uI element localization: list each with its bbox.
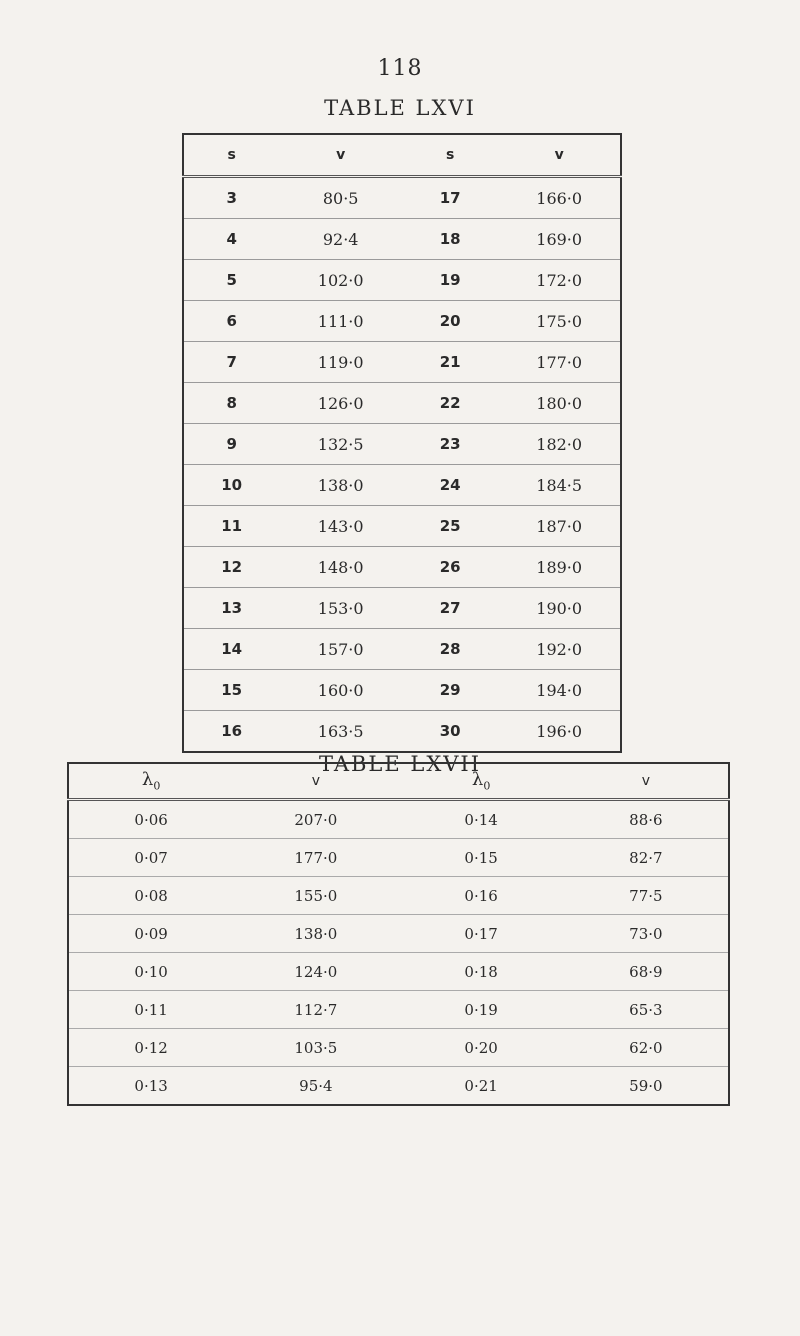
column-header: s bbox=[402, 134, 498, 177]
table-cell: 126·0 bbox=[279, 383, 402, 424]
table-cell: 0·19 bbox=[399, 991, 564, 1029]
table-cell: 132·5 bbox=[279, 424, 402, 465]
table-cell: 194·0 bbox=[498, 670, 621, 711]
table-cell: 172·0 bbox=[498, 260, 621, 301]
table-cell: 184·5 bbox=[498, 465, 621, 506]
table-cell: 124·0 bbox=[233, 953, 398, 991]
table-cell: 182·0 bbox=[498, 424, 621, 465]
table-cell: 160·0 bbox=[279, 670, 402, 711]
table-header-row bbox=[183, 134, 621, 177]
table-cell: 169·0 bbox=[498, 219, 621, 260]
table-cell: 187·0 bbox=[498, 506, 621, 547]
table-cell: 15 bbox=[183, 670, 279, 711]
table-cell: 0·16 bbox=[399, 877, 564, 915]
table-cell: 192·0 bbox=[498, 629, 621, 670]
table-cell: 92·4 bbox=[279, 219, 402, 260]
table-cell: 177·0 bbox=[498, 342, 621, 383]
column-header: v bbox=[498, 134, 621, 177]
table-row bbox=[68, 991, 729, 1029]
table-cell: 8 bbox=[183, 383, 279, 424]
table-cell: 65·3 bbox=[564, 991, 729, 1029]
table-cell: 13 bbox=[183, 588, 279, 629]
table-cell: 5 bbox=[183, 260, 279, 301]
table-row bbox=[183, 465, 621, 506]
table-cell: 29 bbox=[402, 670, 498, 711]
table-cell: 166·0 bbox=[498, 177, 621, 219]
table-cell: 27 bbox=[402, 588, 498, 629]
table-cell: 163·5 bbox=[317, 721, 364, 741]
table-cell: 3 bbox=[183, 177, 279, 219]
table-cell: 82·7 bbox=[564, 839, 729, 877]
table-cell: 196·0 bbox=[536, 721, 583, 741]
table-cell: 88·6 bbox=[564, 800, 729, 839]
table-cell: 11 bbox=[183, 506, 279, 547]
table-cell: 6 bbox=[183, 301, 279, 342]
table-cell: 24 bbox=[402, 465, 498, 506]
page-number: 118 bbox=[377, 56, 423, 81]
table-cell: 112·7 bbox=[233, 991, 398, 1029]
table-cell: 0·13 bbox=[68, 1067, 233, 1106]
table-cell: 0·17 bbox=[399, 915, 564, 953]
table-cell: 62·0 bbox=[564, 1029, 729, 1067]
table-cell: 21 bbox=[402, 342, 498, 383]
table-cell: 7 bbox=[183, 342, 279, 383]
table-cell: 0·20 bbox=[399, 1029, 564, 1067]
table-cell: 14 bbox=[183, 629, 279, 670]
column-header: $\lambda_0$ bbox=[68, 763, 233, 800]
table-row bbox=[183, 547, 621, 588]
table-cell: 0·08 bbox=[68, 877, 233, 915]
table-cell: 111·0 bbox=[279, 301, 402, 342]
column-header: $\lambda_0$ bbox=[399, 763, 564, 800]
table-row bbox=[183, 670, 621, 711]
table-row bbox=[68, 1029, 729, 1067]
table-cell: 103·5 bbox=[233, 1029, 398, 1067]
table-lxvii-title: TABLE LXVII bbox=[318, 752, 482, 776]
table-cell: 18 bbox=[402, 219, 498, 260]
table-cell: 10 bbox=[183, 465, 279, 506]
table-cell: 138·0 bbox=[233, 915, 398, 953]
table-cell: 95·4 bbox=[233, 1067, 398, 1106]
table-cell: 189·0 bbox=[498, 547, 621, 588]
table-cell: 12 bbox=[183, 547, 279, 588]
table-cell: 73·0 bbox=[564, 915, 729, 953]
table-row bbox=[183, 424, 621, 465]
table-row bbox=[183, 588, 621, 629]
table-row bbox=[68, 915, 729, 953]
table-cell: 138·0 bbox=[279, 465, 402, 506]
table-cell: 148·0 bbox=[279, 547, 402, 588]
table-cell: 16 bbox=[221, 722, 243, 740]
table-cell: 0·11 bbox=[68, 991, 233, 1029]
table-cell: 207·0 bbox=[233, 800, 398, 839]
table-row bbox=[68, 839, 729, 877]
table-lxvii bbox=[67, 762, 730, 1106]
table-cell: 20 bbox=[402, 301, 498, 342]
table-cell: 180·0 bbox=[498, 383, 621, 424]
table-cell: 28 bbox=[402, 629, 498, 670]
table-row bbox=[183, 711, 621, 753]
table-cell: 68·9 bbox=[564, 953, 729, 991]
table-cell: 9 bbox=[183, 424, 279, 465]
table-cell: 157·0 bbox=[279, 629, 402, 670]
table-header-row bbox=[68, 763, 729, 800]
table-cell: 30 bbox=[439, 722, 461, 740]
table-cell: 77·5 bbox=[564, 877, 729, 915]
table-cell: 22 bbox=[402, 383, 498, 424]
table-row bbox=[183, 383, 621, 424]
table-cell: 4 bbox=[183, 219, 279, 260]
table-row bbox=[183, 260, 621, 301]
table-cell: 102·0 bbox=[279, 260, 402, 301]
table-cell: 155·0 bbox=[233, 877, 398, 915]
table-cell: 80·5 bbox=[279, 177, 402, 219]
column-header: v bbox=[233, 763, 398, 800]
column-header: v bbox=[564, 763, 729, 800]
table-cell: 0·09 bbox=[68, 915, 233, 953]
table-row bbox=[68, 1067, 729, 1106]
table-cell: 59·0 bbox=[564, 1067, 729, 1106]
table-cell: 177·0 bbox=[233, 839, 398, 877]
table-cell: 19 bbox=[402, 260, 498, 301]
table-cell: 0·14 bbox=[399, 800, 564, 839]
column-header: s bbox=[183, 134, 279, 177]
table-cell: 23 bbox=[402, 424, 498, 465]
table-cell: 26 bbox=[402, 547, 498, 588]
table-cell: 17 bbox=[402, 177, 498, 219]
table-row bbox=[183, 301, 621, 342]
table-row bbox=[183, 177, 621, 219]
table-cell: 25 bbox=[402, 506, 498, 547]
table-cell: 190·0 bbox=[498, 588, 621, 629]
table-row bbox=[68, 877, 729, 915]
table-cell: 0·06 bbox=[68, 800, 233, 839]
table-lxvi-title: TABLE LXVI bbox=[324, 96, 476, 120]
table-cell: 0·21 bbox=[399, 1067, 564, 1106]
table-cell: 0·12 bbox=[68, 1029, 233, 1067]
column-header: v bbox=[279, 134, 402, 177]
table-row bbox=[68, 953, 729, 991]
table-row bbox=[183, 342, 621, 383]
table-row bbox=[68, 800, 729, 839]
table-cell: 175·0 bbox=[498, 301, 621, 342]
table-row bbox=[183, 629, 621, 670]
table-cell: 0·07 bbox=[68, 839, 233, 877]
table-row bbox=[183, 506, 621, 547]
table-cell: 143·0 bbox=[279, 506, 402, 547]
table-lxvi bbox=[182, 133, 622, 753]
table-cell: 0·15 bbox=[399, 839, 564, 877]
table-cell: 0·18 bbox=[399, 953, 564, 991]
table-cell: 0·10 bbox=[68, 953, 233, 991]
table-cell: 153·0 bbox=[279, 588, 402, 629]
table-row bbox=[183, 219, 621, 260]
table-cell: 119·0 bbox=[279, 342, 402, 383]
